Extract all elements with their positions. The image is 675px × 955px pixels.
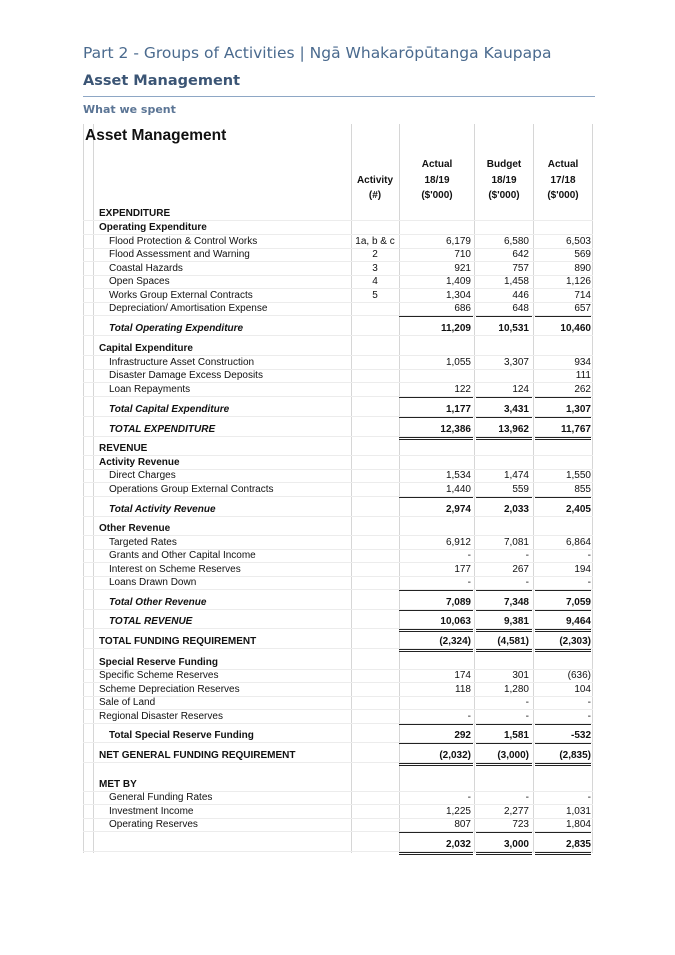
table-row <box>83 248 593 262</box>
col-actual-1819-h1: Actual <box>421 159 453 170</box>
cell-actual-1819: 1,304 <box>445 290 471 301</box>
cell-budget-1819: 3,307 <box>503 357 529 368</box>
total-rule <box>399 832 473 833</box>
table-row <box>83 696 593 710</box>
total-rule <box>399 651 473 652</box>
row-gridline <box>83 628 593 629</box>
total-rule <box>535 649 591 650</box>
row-label: TOTAL EXPENDITURE <box>109 424 216 435</box>
cell-actual-1718: 2,405 <box>565 504 591 515</box>
total-rule <box>535 743 591 744</box>
total-rule <box>399 316 473 317</box>
cell-actual-1819: - <box>467 550 471 561</box>
total-rule <box>399 497 473 498</box>
total-rule <box>535 651 591 652</box>
total-rule <box>476 397 532 398</box>
row-label: Capital Expenditure <box>99 343 193 354</box>
cell-actual-1819: (2,324) <box>439 636 471 647</box>
activity-header-sub: (#) <box>368 190 382 201</box>
total-rule <box>535 765 591 766</box>
cell-actual-1718: -532 <box>570 730 591 741</box>
total-rule <box>399 439 473 440</box>
row-gridline <box>83 496 593 497</box>
col-actual-1718-h1: Actual <box>547 159 579 170</box>
table-title: Asset Management <box>85 127 227 144</box>
total-rule <box>535 854 591 855</box>
row-label: Direct Charges <box>109 470 176 481</box>
table-row <box>83 791 593 805</box>
table-row <box>83 656 593 670</box>
cell-actual-1819: 2,974 <box>445 504 471 515</box>
cell-actual-1718: 569 <box>574 249 591 260</box>
row-gridline <box>83 315 593 316</box>
row-activity: 5 <box>372 290 378 301</box>
total-rule <box>476 724 532 725</box>
table-row <box>83 235 593 249</box>
row-gridline <box>83 851 593 852</box>
total-rule <box>535 437 591 438</box>
table-row <box>83 483 593 497</box>
col-budget-1819-h3: ($'000) <box>488 190 520 201</box>
total-rule <box>476 832 532 833</box>
row-label: Interest on Scheme Reserves <box>109 564 241 575</box>
row-gridline <box>83 831 593 832</box>
cell-actual-1718: (2,835) <box>559 750 591 761</box>
cell-actual-1718: 855 <box>574 484 591 495</box>
row-label: Other Revenue <box>99 523 171 534</box>
cell-budget-1819: 301 <box>512 670 529 681</box>
cell-actual-1718: 1,804 <box>565 819 591 830</box>
total-rule <box>476 854 532 855</box>
cell-actual-1718: (636) <box>567 670 591 681</box>
table-row <box>83 275 593 289</box>
table-row <box>83 563 593 577</box>
row-label: Total Other Revenue <box>109 597 207 608</box>
cell-actual-1819: 292 <box>454 730 471 741</box>
table-row <box>83 302 593 316</box>
table-row <box>83 749 593 763</box>
cell-actual-1819: 7,089 <box>445 597 471 608</box>
cell-actual-1718: 7,059 <box>565 597 591 608</box>
table-row <box>83 369 593 383</box>
total-rule <box>399 724 473 725</box>
table-row <box>83 342 593 356</box>
row-gridline <box>83 742 593 743</box>
total-rule <box>399 854 473 855</box>
cell-budget-1819: - <box>525 792 529 803</box>
col-actual-1819-h2: 18/19 <box>424 175 450 186</box>
total-rule <box>399 397 473 398</box>
cell-actual-1718: 262 <box>574 384 591 395</box>
row-label: MET BY <box>99 779 137 790</box>
cell-budget-1819: (4,581) <box>497 636 529 647</box>
cell-actual-1718: 194 <box>574 564 591 575</box>
total-rule <box>535 439 591 440</box>
cell-budget-1819: 1,474 <box>503 470 529 481</box>
total-rule <box>399 417 473 418</box>
row-label: Operating Expenditure <box>99 222 207 233</box>
cell-actual-1819: 710 <box>454 249 471 260</box>
total-rule <box>399 631 473 632</box>
total-rule <box>535 629 591 630</box>
total-rule <box>399 763 473 764</box>
total-rule <box>399 765 473 766</box>
row-label: Specific Scheme Reserves <box>99 670 219 681</box>
row-label: TOTAL FUNDING REQUIREMENT <box>99 636 257 647</box>
total-rule <box>399 610 473 611</box>
col-actual-1718-h3: ($'000) <box>547 190 579 201</box>
table-row <box>83 456 593 470</box>
cell-actual-1819: - <box>467 711 471 722</box>
cell-actual-1718: (2,303) <box>559 636 591 647</box>
row-label: Disaster Damage Excess Deposits <box>109 370 263 381</box>
cell-budget-1819: 1,280 <box>503 684 529 695</box>
row-label: Operating Reserves <box>109 819 198 830</box>
total-rule <box>535 417 591 418</box>
row-label: Operations Group External Contracts <box>109 484 274 495</box>
financial-table <box>83 124 593 853</box>
row-label: Flood Assessment and Warning <box>109 249 250 260</box>
cell-actual-1819: - <box>467 577 471 588</box>
cell-budget-1819: 2,277 <box>503 806 529 817</box>
row-activity: 2 <box>372 249 378 260</box>
row-gridline <box>83 648 593 649</box>
cell-actual-1718: - <box>587 711 591 722</box>
cell-budget-1819: 10,531 <box>498 323 529 334</box>
row-label: Special Reserve Funding <box>99 657 218 668</box>
cell-budget-1819: 6,580 <box>503 236 529 247</box>
col-budget-1819-h2: 18/19 <box>491 175 517 186</box>
cell-budget-1819: 1,581 <box>503 730 529 741</box>
row-label: TOTAL REVENUE <box>109 616 193 627</box>
cell-actual-1819: 1,409 <box>445 276 471 287</box>
cell-actual-1819: 1,440 <box>445 484 471 495</box>
cell-actual-1718: 1,550 <box>565 470 591 481</box>
total-rule <box>476 765 532 766</box>
cell-budget-1819: 1,458 <box>503 276 529 287</box>
row-gridline <box>83 436 593 437</box>
table-row <box>83 522 593 536</box>
section-divider <box>83 96 595 97</box>
row-label: Total Activity Revenue <box>109 504 216 515</box>
cell-budget-1819: 9,381 <box>503 616 529 627</box>
cell-budget-1819: 7,348 <box>503 597 529 608</box>
total-rule <box>535 590 591 591</box>
cell-budget-1819: 757 <box>512 263 529 274</box>
row-label: Grants and Other Capital Income <box>109 550 256 561</box>
row-label: Regional Disaster Reserves <box>99 711 223 722</box>
cell-actual-1819: 122 <box>454 384 471 395</box>
total-rule <box>476 610 532 611</box>
section-title: Asset Management <box>83 73 241 89</box>
row-label: Flood Protection & Control Works <box>109 236 258 247</box>
cell-actual-1718: 104 <box>574 684 591 695</box>
table-row <box>83 403 593 417</box>
table-row <box>83 221 593 235</box>
cell-actual-1718: - <box>587 550 591 561</box>
total-rule <box>399 629 473 630</box>
cell-actual-1819: 118 <box>455 684 471 695</box>
cell-actual-1718: 10,460 <box>560 323 591 334</box>
cell-budget-1819: 559 <box>512 484 529 495</box>
total-rule <box>535 316 591 317</box>
cell-budget-1819: 267 <box>512 564 529 575</box>
cell-budget-1819: - <box>525 577 529 588</box>
cell-actual-1819: 11,209 <box>440 323 471 334</box>
cell-actual-1819: 1,177 <box>445 404 471 415</box>
row-label: Targeted Rates <box>109 537 177 548</box>
total-rule <box>476 743 532 744</box>
total-rule <box>476 497 532 498</box>
row-label: Open Spaces <box>109 276 170 287</box>
table-row <box>83 596 593 610</box>
total-rule <box>535 724 591 725</box>
row-gridline <box>83 609 593 610</box>
col-budget-1819-h1: Budget <box>486 159 522 170</box>
cell-budget-1819: 446 <box>512 290 529 301</box>
cell-budget-1819: 13,962 <box>498 424 529 435</box>
row-label: Total Special Reserve Funding <box>109 730 254 741</box>
cell-actual-1819: - <box>467 792 471 803</box>
row-label: Loan Repayments <box>109 384 191 395</box>
table-row <box>83 262 593 276</box>
total-rule <box>535 610 591 611</box>
row-label: Scheme Depreciation Reserves <box>99 684 240 695</box>
cell-actual-1819: 6,912 <box>445 537 471 548</box>
table-row <box>83 778 593 792</box>
table-row <box>83 576 593 590</box>
table-row <box>83 356 593 370</box>
table-row <box>83 383 593 397</box>
cell-actual-1819: 12,386 <box>440 424 471 435</box>
col-actual-1819-h3: ($'000) <box>421 190 453 201</box>
total-rule <box>476 629 532 630</box>
total-rule <box>535 763 591 764</box>
cell-actual-1718: 1,126 <box>565 276 591 287</box>
cell-budget-1819: - <box>525 697 529 708</box>
total-rule <box>476 437 532 438</box>
cell-actual-1718: 6,864 <box>565 537 591 548</box>
cell-actual-1718: - <box>587 697 591 708</box>
subsection-title: What we spent <box>83 103 176 116</box>
total-rule <box>399 852 473 853</box>
cell-actual-1718: 657 <box>574 303 591 314</box>
row-label: Loans Drawn Down <box>109 577 197 588</box>
cell-actual-1819: 2,032 <box>445 839 471 850</box>
row-gridline <box>83 762 593 763</box>
cell-budget-1819: 3,431 <box>503 404 529 415</box>
total-rule <box>476 417 532 418</box>
total-rule <box>535 832 591 833</box>
total-rule <box>476 852 532 853</box>
row-activity: 3 <box>372 263 378 274</box>
table-row <box>83 635 593 649</box>
table-row <box>83 549 593 563</box>
total-rule <box>399 437 473 438</box>
cell-actual-1819: (2,032) <box>439 750 471 761</box>
row-activity: 4 <box>372 276 378 287</box>
cell-budget-1819: 642 <box>512 249 529 260</box>
table-row <box>83 207 593 221</box>
cell-actual-1819: 1,225 <box>445 806 471 817</box>
table-row <box>83 322 593 336</box>
table-row <box>83 615 593 629</box>
row-label: Depreciation/ Amortisation Expense <box>109 303 268 314</box>
cell-budget-1819: 124 <box>512 384 529 395</box>
total-rule <box>476 649 532 650</box>
cell-actual-1718: - <box>587 577 591 588</box>
cell-actual-1819: 174 <box>454 670 471 681</box>
table-row <box>83 818 593 832</box>
total-rule <box>476 631 532 632</box>
cell-budget-1819: - <box>525 711 529 722</box>
row-gridline <box>83 723 593 724</box>
total-rule <box>535 631 591 632</box>
row-label: NET GENERAL FUNDING REQUIREMENT <box>99 750 296 761</box>
cell-actual-1718: - <box>587 792 591 803</box>
table-row <box>83 669 593 683</box>
col-actual-1718-h2: 17/18 <box>550 175 576 186</box>
total-rule <box>476 651 532 652</box>
total-rule <box>535 497 591 498</box>
cell-actual-1819: 1,534 <box>445 470 471 481</box>
row-activity: 1a, b & c <box>355 236 395 247</box>
row-label: Sale of Land <box>99 697 156 708</box>
total-rule <box>399 590 473 591</box>
cell-budget-1819: 648 <box>512 303 529 314</box>
cell-actual-1819: 921 <box>454 263 471 274</box>
row-label: Total Operating Expenditure <box>109 323 244 334</box>
activity-header: Activity <box>356 175 394 186</box>
total-rule <box>476 763 532 764</box>
row-gridline <box>83 335 593 336</box>
cell-actual-1718: 1,307 <box>565 404 591 415</box>
cell-actual-1718: 714 <box>574 290 591 301</box>
total-rule <box>399 649 473 650</box>
page-header: Part 2 - Groups of Activities | Ngā Whakarōpūtanga Kaupapa <box>83 44 552 62</box>
cell-actual-1819: 6,179 <box>445 236 471 247</box>
cell-actual-1718: 1,031 <box>565 806 591 817</box>
row-label: Works Group External Contracts <box>109 290 253 301</box>
cell-budget-1819: 3,000 <box>503 839 529 850</box>
row-gridline <box>83 416 593 417</box>
table-row <box>83 469 593 483</box>
table-row <box>83 289 593 303</box>
row-gridline <box>83 516 593 517</box>
cell-budget-1819: 723 <box>512 819 529 830</box>
table-row <box>83 683 593 697</box>
cell-actual-1718: 111 <box>575 370 591 381</box>
table-row <box>83 536 593 550</box>
cell-actual-1718: 890 <box>574 263 591 274</box>
cell-actual-1718: 6,503 <box>565 236 591 247</box>
total-rule <box>476 590 532 591</box>
table-row <box>83 805 593 819</box>
cell-actual-1819: 686 <box>454 303 471 314</box>
row-gridline <box>83 589 593 590</box>
row-label: REVENUE <box>99 443 148 454</box>
table-row <box>83 503 593 517</box>
table-row <box>83 442 593 456</box>
total-rule <box>476 439 532 440</box>
cell-actual-1718: 11,767 <box>560 424 591 435</box>
cell-actual-1819: 177 <box>454 564 471 575</box>
row-label: Investment Income <box>109 806 194 817</box>
cell-budget-1819: (3,000) <box>497 750 529 761</box>
table-row <box>83 838 593 852</box>
table-row <box>83 710 593 724</box>
row-label: Total Capital Expenditure <box>109 404 230 415</box>
row-label: Infrastructure Asset Construction <box>109 357 255 368</box>
cell-actual-1718: 934 <box>574 357 591 368</box>
total-rule <box>535 852 591 853</box>
row-label: General Funding Rates <box>109 792 213 803</box>
cell-budget-1819: - <box>525 550 529 561</box>
cell-budget-1819: 7,081 <box>503 537 529 548</box>
cell-actual-1819: 10,063 <box>440 616 471 627</box>
row-label: Activity Revenue <box>99 457 180 468</box>
cell-budget-1819: 2,033 <box>503 504 529 515</box>
total-rule <box>476 316 532 317</box>
row-gridline <box>83 396 593 397</box>
cell-actual-1718: 2,835 <box>565 839 591 850</box>
total-rule <box>535 397 591 398</box>
cell-actual-1819: 1,055 <box>445 357 471 368</box>
table-row <box>83 729 593 743</box>
cell-actual-1718: 9,464 <box>565 616 591 627</box>
row-label: Coastal Hazards <box>109 263 183 274</box>
row-label: EXPENDITURE <box>99 208 171 219</box>
table-row <box>83 423 593 437</box>
total-rule <box>399 743 473 744</box>
cell-actual-1819: 807 <box>454 819 471 830</box>
